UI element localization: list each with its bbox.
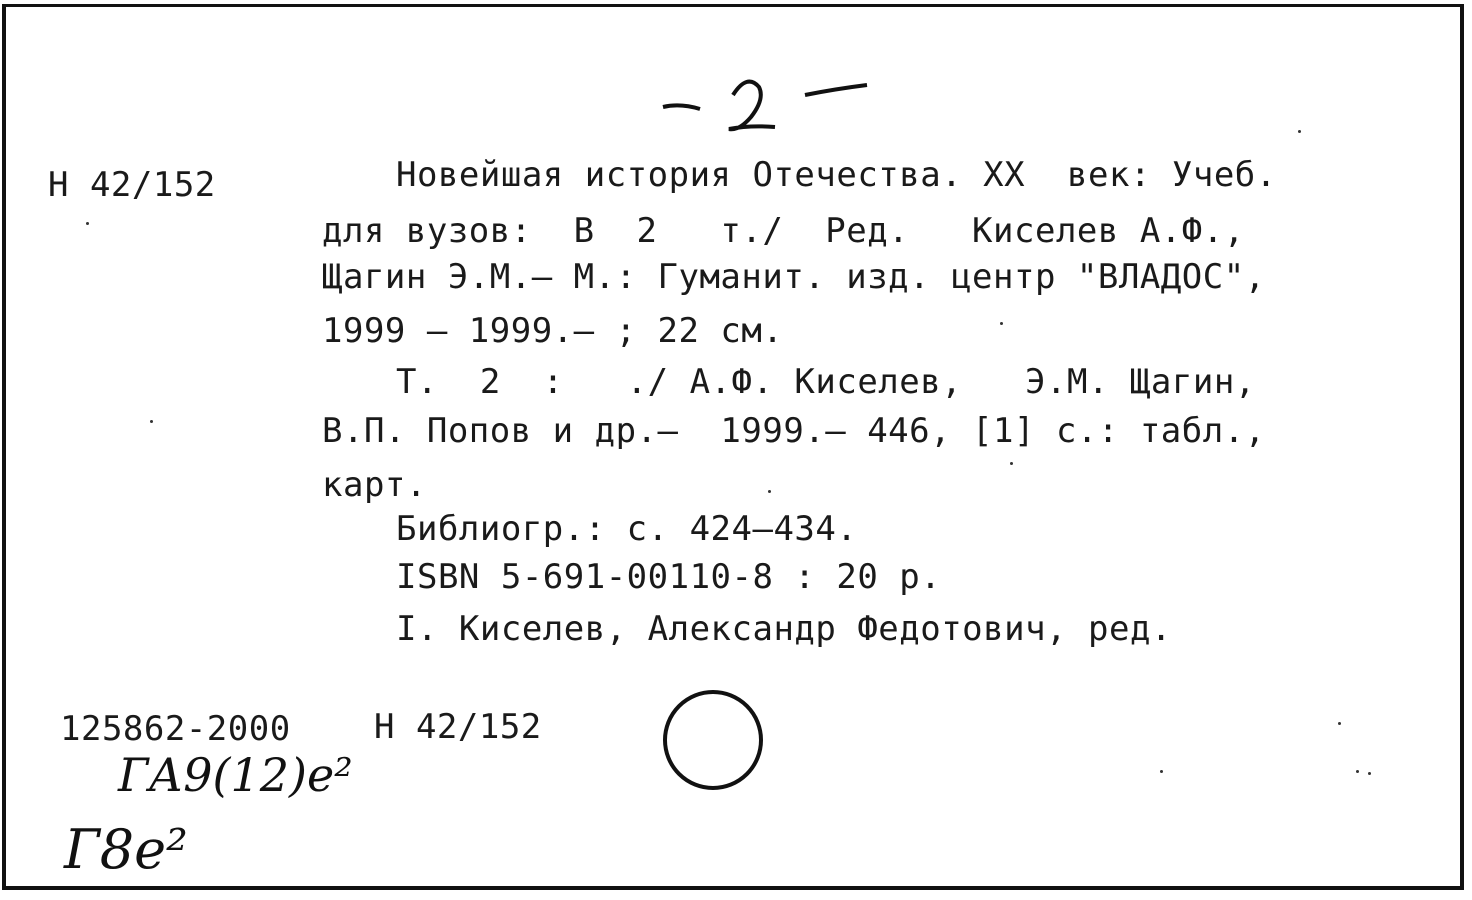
body-line-1: Новейшая история Отечества. XX век: Учеб. xyxy=(396,155,1277,195)
shelf-mark-bottom: Н 42/152 xyxy=(374,707,542,747)
circle-stamp-icon xyxy=(656,690,776,810)
speck xyxy=(1298,130,1301,133)
body-line-8: Библиогр.: с. 424–434. xyxy=(396,509,858,549)
speck xyxy=(1010,462,1013,465)
speck xyxy=(1160,770,1163,773)
handwritten-classification-1: ГА9(12)е² xyxy=(118,748,353,802)
body-line-3: Щагин Э.М.– М.: Гуманит. изд. центр "ВЛАДОС", xyxy=(322,257,1266,297)
speck xyxy=(150,420,153,423)
speck xyxy=(1338,722,1341,725)
speck xyxy=(768,490,771,493)
handwritten-page-number xyxy=(655,65,875,145)
body-line-4: 1999 – 1999.– ; 22 см. xyxy=(322,311,784,351)
body-line-9: ISBN 5-691-00110-8 : 20 р. xyxy=(396,557,942,597)
body-line-2: для вузов: В 2 т./ Ред. Киселев А.Ф., xyxy=(322,211,1245,251)
shelf-mark-top: Н 42/152 xyxy=(48,165,216,205)
speck xyxy=(86,222,89,225)
body-line-10: I. Киселев, Александр Федотович, ред. xyxy=(396,609,1172,649)
speck xyxy=(1000,322,1003,325)
accession-number: 125862-2000 xyxy=(60,709,291,749)
handwritten-classification-2: Г8е² xyxy=(64,818,188,881)
speck xyxy=(1356,770,1359,773)
body-line-7: карт. xyxy=(322,465,427,505)
speck xyxy=(1368,772,1371,775)
body-line-6: В.П. Попов и др.– 1999.– 446, [1] с.: табл., xyxy=(322,411,1266,451)
body-line-5: Т. 2 : ./ А.Ф. Киселев, Э.М. Щагин, xyxy=(396,362,1256,402)
